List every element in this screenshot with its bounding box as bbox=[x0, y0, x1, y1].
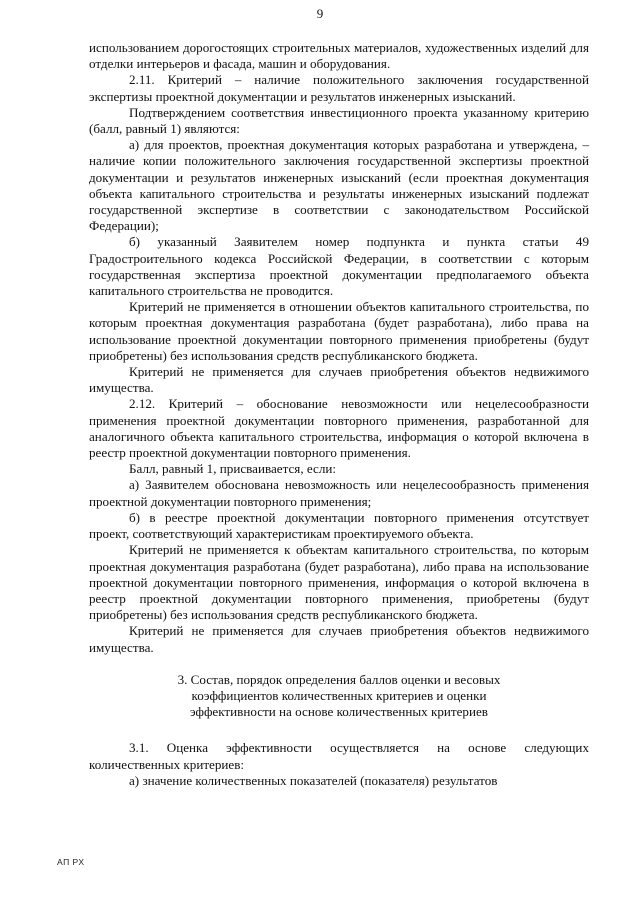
section-3-heading bbox=[89, 672, 589, 721]
section-heading-line: коэффициентов количественных критериев и оценки bbox=[191, 687, 487, 703]
paragraph-criterion-not-applied-1: Критерий не применяется в отношении объектов капитального строительства, по которым проектная документация разработана (будет разработана), либо права на использование проектной документации повторного применения приобретены (будут приобретены) без использования средств республиканского бюджета. bbox=[89, 299, 589, 363]
paragraph-criterion-not-applied-2: Критерий не применяется для случаев приобретения объектов недвижимого имущества. bbox=[89, 364, 589, 396]
paragraph-item-b-2: б) в реестре проектной документации повторного применения отсутствует проект, соответствующий характеристикам проектируемого объекта. bbox=[89, 509, 589, 542]
section-heading-line: эффективности на основе количественных критериев bbox=[190, 704, 488, 720]
page-number: 9 bbox=[316, 6, 324, 21]
paragraph-item-a: а) для проектов, проектная документация которых разработана и утверждена, – наличие копии положительного заключения государственной экспертизы проектной документации и результатов инженерных изысканий (если проектная документация объекта капитального строительства и результаты инженерных изысканий подлежат государственной экспертизе в соответствии с законодательством Российской Федерации); bbox=[89, 137, 589, 234]
paragraph-criterion-2-11: 2.11. Критерий – наличие положительного заключения государственной экспертизы проектной документации и результатов инженерных изысканий. bbox=[89, 72, 589, 104]
footer-code: АП РХ bbox=[57, 857, 85, 867]
paragraph-criterion-2-12: 2.12. Критерий – обоснование невозможности или нецелесообразности применения проектной документации повторного применения, разработанной для аналогичного объекта капитального строительства, информация о которой включена в реестр проектной документации повторного применения. bbox=[89, 396, 589, 461]
paragraph-3-1: 3.1. Оценка эффективности осуществляется на основе следующих количественных критериев: bbox=[89, 740, 589, 772]
paragraph-criterion-not-applied-3: Критерий не применяется к объектам капитального строительства, по которым проектная документация разработана (будет разработана), либо права на использование проектной документации повторного применения, информация о которой включена в реестр проектной документации повторного применения, приобретены (будут приобретены) без использования средств республиканского бюджета. bbox=[89, 542, 589, 623]
paragraph-item-a-2: а) Заявителем обоснована невозможность или нецелесообразность применения проектной документации повторного применения; bbox=[89, 477, 589, 509]
paragraph-confirmation: Подтверждением соответствия инвестиционного проекта указанному критерию (балл, равный 1) являются: bbox=[89, 104, 589, 137]
paragraph-3-1-item-a: а) значение количественных показателей (показателя) результатов bbox=[129, 772, 498, 788]
paragraph-criterion-not-applied-4: Критерий не применяется для случаев приобретения объектов недвижимого имущества. bbox=[89, 623, 589, 655]
paragraph-item-b: б) указанный Заявителем номер подпункта и пункта статьи 49 Градостроительного кодекса Российской Федерации, в соответствии с которым государственная экспертиза проектной документации предполагаемого объекта капитального строительства не проводится. bbox=[89, 234, 589, 299]
paragraph-score-condition: Балл, равный 1, присваивается, если: bbox=[129, 461, 337, 477]
paragraph-continuation: использованием дорогостоящих строительных материалов, художественных изделий для отделки интерьеров и фасада, машин и оборудования. bbox=[89, 40, 589, 72]
document-body bbox=[89, 40, 589, 789]
section-heading-line: 3. Состав, порядок определения баллов оценки и весовых bbox=[177, 671, 501, 687]
